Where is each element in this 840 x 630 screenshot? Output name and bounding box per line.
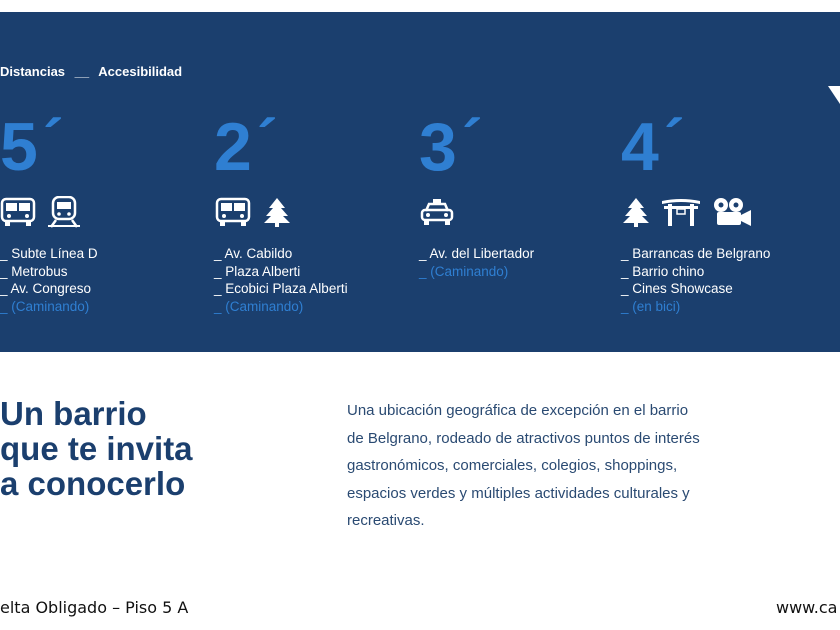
tree-icon — [262, 197, 292, 227]
description-line: de Belgrano, rodeado de atractivos puntos de interés — [347, 429, 700, 447]
destination-list — [419, 245, 534, 280]
tab-distancias[interactable]: Distancias — [0, 64, 66, 79]
description-line: gastronómicos, comerciales, colegios, shoppings, — [347, 457, 678, 474]
list-item: _ Subte Línea D — [0, 246, 98, 261]
footer-website[interactable]: www.ca — [776, 598, 838, 617]
distance-column-2 — [214, 108, 414, 314]
destination-list — [621, 245, 770, 315]
bus-icon — [0, 197, 36, 227]
list-item: _ Barrio chino — [621, 263, 705, 279]
list-item: _ Av. Congreso — [0, 281, 92, 296]
list-item: _ Av. Cabildo — [214, 246, 293, 261]
distance-minutes: 3´ — [419, 108, 484, 185]
travel-mode: _ (Caminando) — [0, 298, 90, 314]
description-line: recreativas. — [347, 512, 425, 529]
destination-list — [214, 245, 348, 315]
list-item: _ Av. del Libertador — [419, 246, 535, 261]
footer-address: elta Obligado – Piso 5 A — [0, 598, 189, 617]
logo-mark-icon — [828, 86, 840, 104]
destination-list — [0, 245, 98, 315]
list-item: _ Plaza Alberti — [214, 263, 301, 279]
distance-minutes: 4´ — [621, 108, 686, 185]
neighborhood-description — [347, 397, 840, 535]
distance-column-4 — [621, 108, 821, 314]
headline-line: Un barrio — [0, 395, 147, 432]
travel-mode: _ (Caminando) — [214, 298, 304, 314]
tree-icon — [621, 197, 651, 227]
taxi-icon — [419, 198, 455, 226]
distance-minutes: 5´ — [0, 108, 65, 185]
tab-separator: __ — [74, 64, 90, 79]
tab-accesibilidad[interactable]: Accesibilidad — [98, 64, 183, 79]
distance-column-3 — [419, 108, 619, 279]
train-icon — [46, 196, 82, 228]
list-item: _ Cines Showcase — [621, 281, 733, 296]
page-headline — [0, 396, 193, 501]
list-item: _ Barrancas de Belgrano — [621, 246, 771, 261]
section-tabs — [0, 64, 182, 79]
film-camera-icon — [711, 197, 753, 227]
distance-column-1 — [0, 108, 200, 314]
distance-minutes: 2´ — [214, 108, 279, 185]
description-line: Una ubicación geográfica de excepción en el barrio — [347, 402, 689, 419]
list-item: _ Metrobus — [0, 263, 68, 279]
list-item: _ Ecobici Plaza Alberti — [214, 281, 348, 296]
headline-line: a conocerlo — [0, 465, 186, 502]
description-line: espacios verdes y múltiples actividades culturales y — [347, 484, 690, 502]
distances-banner — [0, 12, 840, 352]
bus-icon — [214, 197, 252, 227]
headline-line: que te invita — [0, 430, 193, 467]
chinese-gate-icon — [661, 197, 701, 227]
travel-mode: _ (en bici) — [621, 298, 681, 314]
travel-mode: _ (Caminando) — [419, 263, 509, 279]
